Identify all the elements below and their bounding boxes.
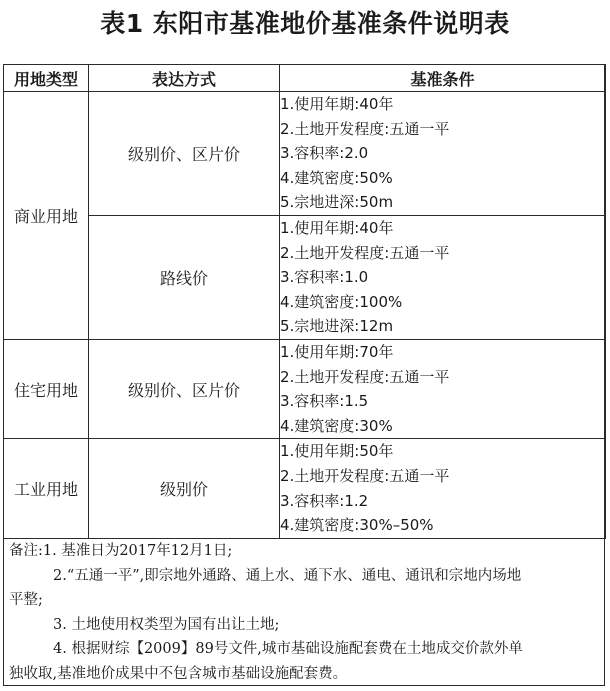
header-method: 表达方式 [89, 65, 280, 92]
condition-item: 2.土地开发程度:五通一平 [280, 466, 450, 485]
condition-item: 4.建筑密度:30%–50% [280, 516, 434, 535]
note-3: 3. 土地使用权类型为国有出让土地; [53, 616, 280, 633]
condition-item: 3.容积率:1.2 [280, 491, 369, 510]
condition-item: 5.宗地进深:50m [280, 193, 394, 212]
condition-item: 1.使用年期:40年 [280, 95, 394, 113]
condition-item: 3.容积率:1.5 [280, 392, 369, 411]
condition-item: 5.宗地进深:12m [280, 317, 394, 336]
condition-item: 1.使用年期:40年 [280, 218, 394, 237]
condition-item: 4.建筑密度:30% [280, 416, 393, 435]
condition-item: 2.土地开发程度:五通一平 [280, 243, 450, 262]
note-2-continued: 平整; [9, 592, 43, 609]
land-type-industrial: 工业用地 [4, 439, 89, 538]
condition-item: 4.建筑密度:100% [280, 292, 403, 311]
method-commercial-road: 路线价 [89, 215, 280, 339]
condition-item: 3.容积率:1.0 [280, 268, 369, 287]
method-industrial: 级别价 [89, 439, 280, 538]
method-residential: 级别价、区片价 [89, 339, 280, 438]
header-land-type: 用地类型 [4, 65, 89, 92]
land-type-residential: 住宅用地 [4, 339, 89, 438]
condition-item: 1.使用年期:50年 [280, 442, 394, 461]
note-4-continued: 独收取,基准地价成果中不包含城市基础设施配套费。 [9, 665, 348, 682]
condition-item: 1.使用年期:70年 [280, 342, 394, 361]
notes-section [3, 535, 605, 687]
condition-item: 4.建筑密度:50% [280, 168, 393, 187]
note-2: 2.“五通一平”,即宗地外通路、通上水、通下水、通电、通讯和宗地内场地 [53, 567, 522, 584]
land-type-commercial: 商业用地 [4, 92, 89, 340]
condition-item: 2.土地开发程度:五通一平 [280, 367, 450, 386]
note-1: 备注:1. 基准日为2017年12月1日; [9, 543, 233, 559]
condition-item: 2.土地开发程度:五通一平 [280, 119, 450, 138]
header-conditions: 基准条件 [280, 65, 606, 92]
table-title: 表1 东阳市基准地价基准条件说明表 [100, 9, 510, 38]
condition-item: 3.容积率:2.0 [280, 144, 369, 163]
note-4: 4. 根据财综【2009】89号文件,城市基础设施配套费在土地成交价款外单 [53, 641, 523, 658]
method-commercial-grade: 级别价、区片价 [89, 92, 280, 216]
